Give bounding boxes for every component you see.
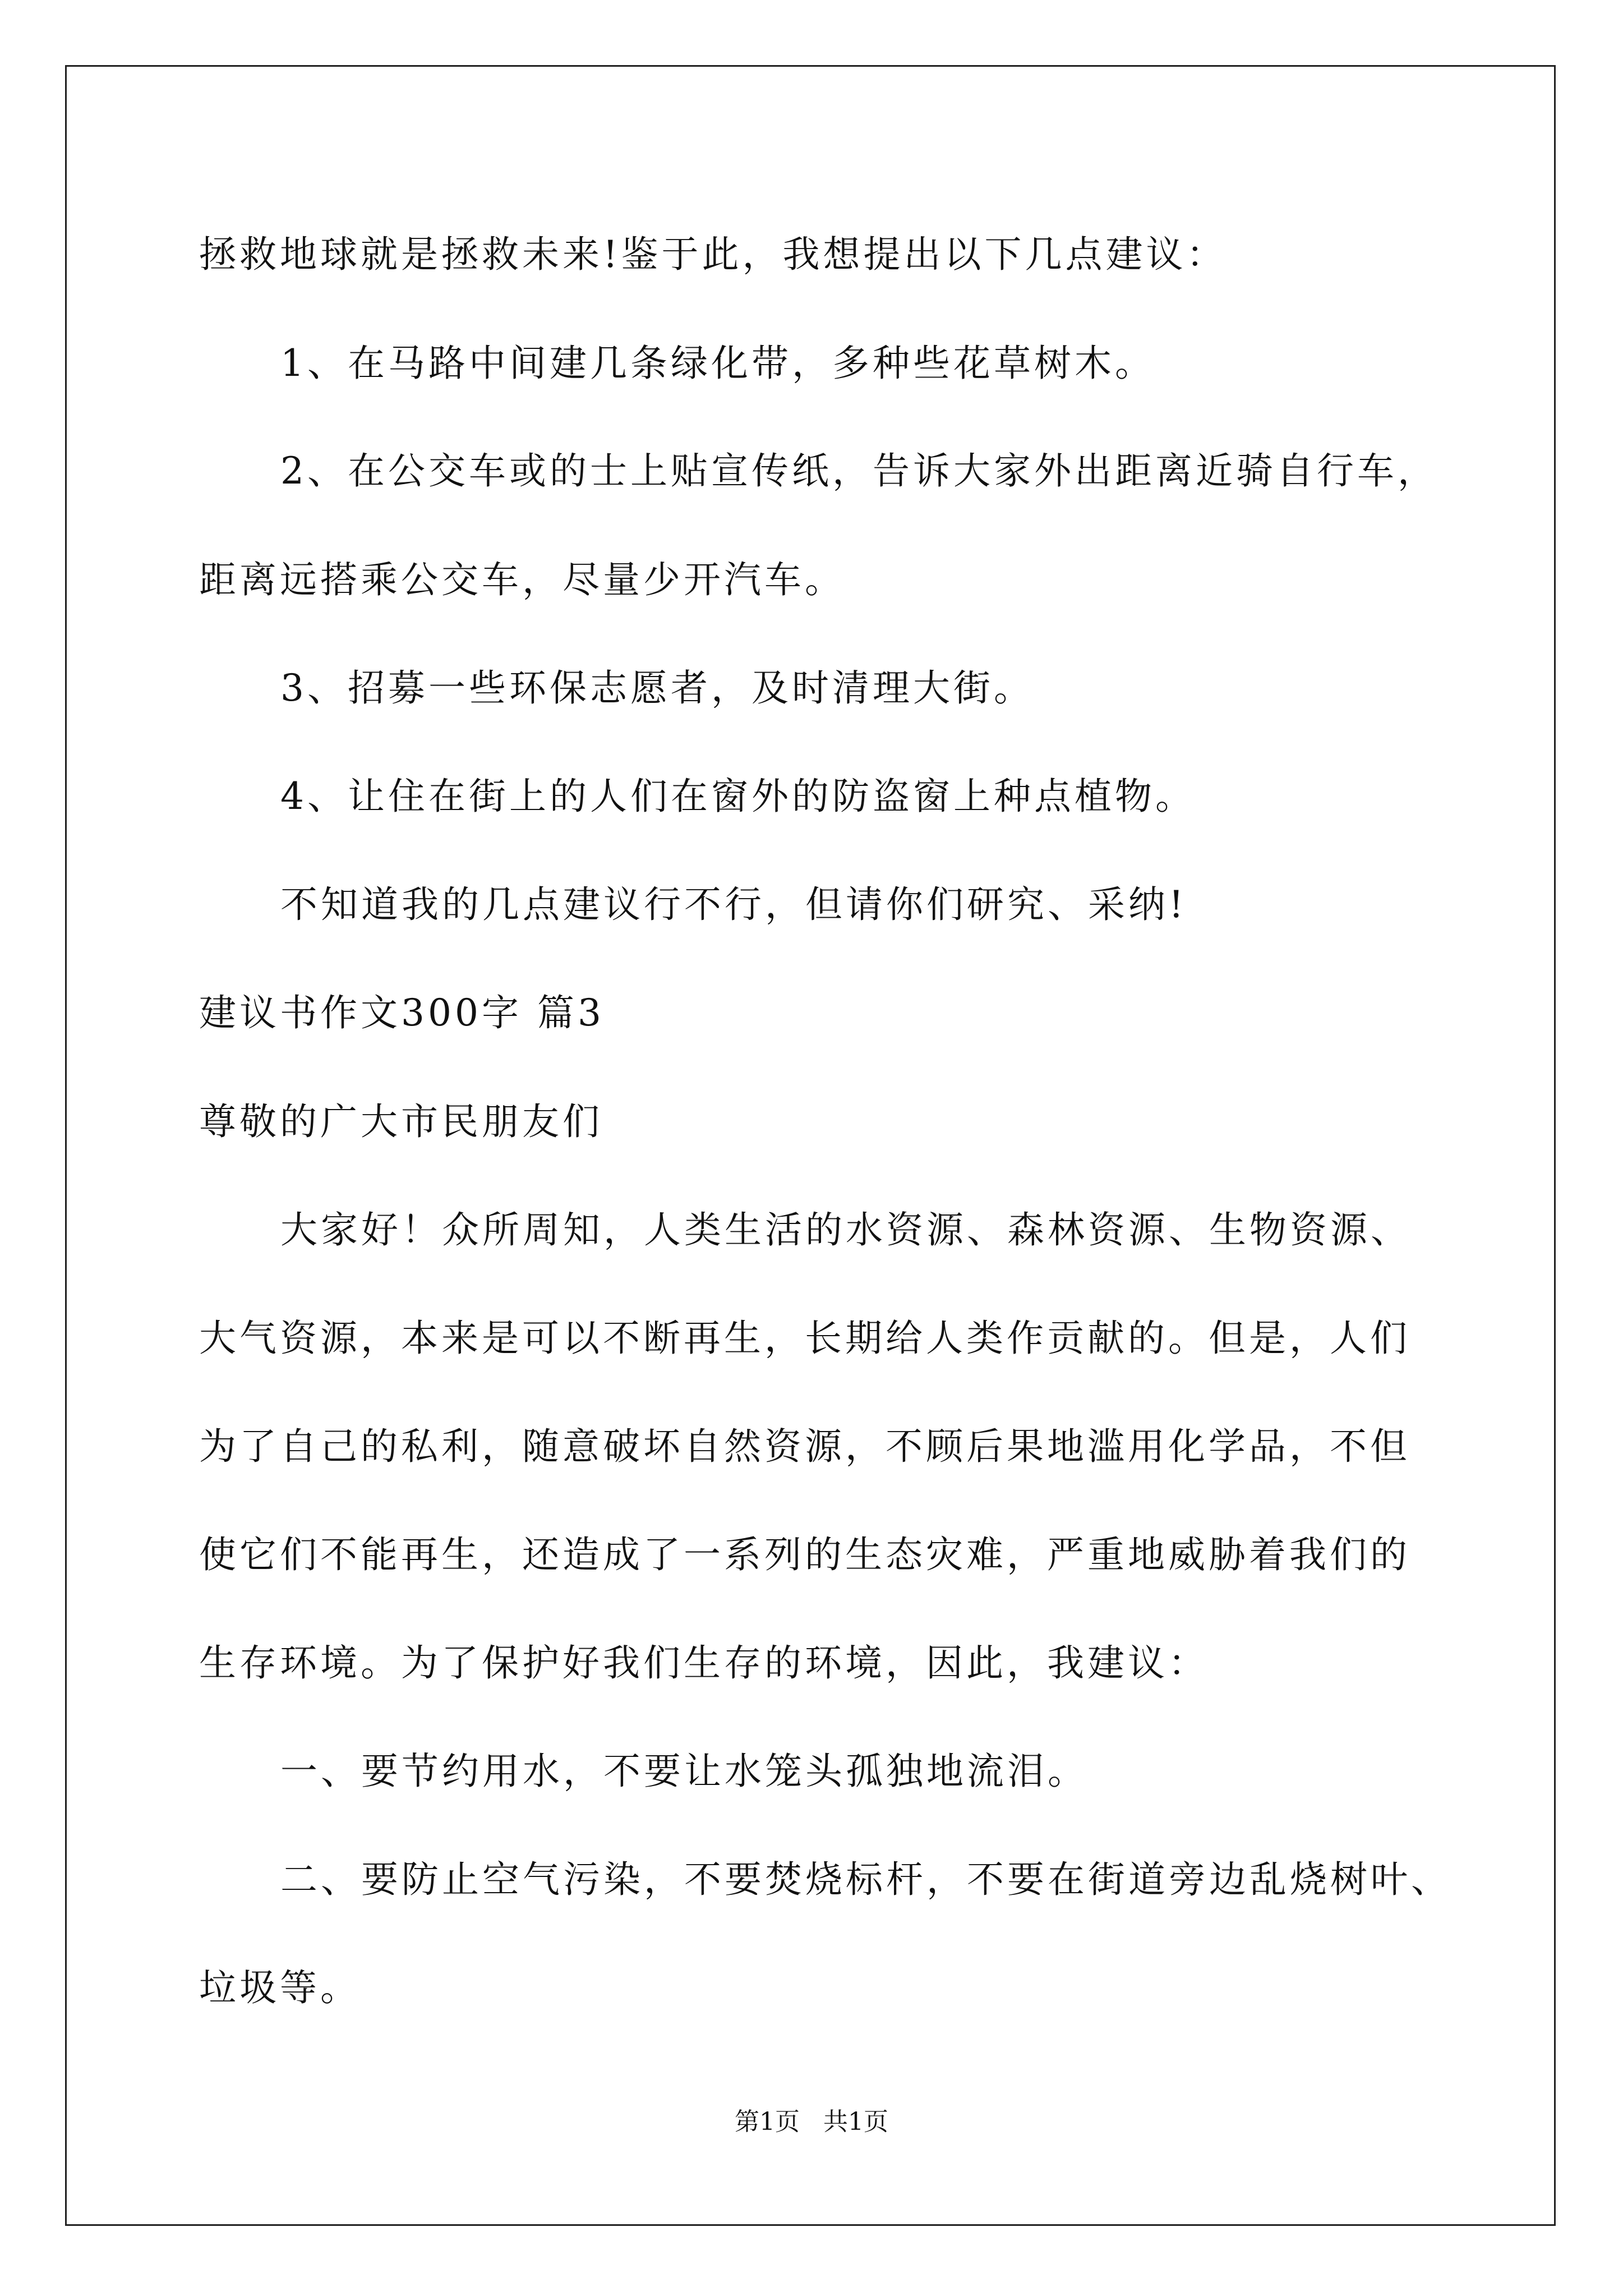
text-line: 一、要节约用水，不要让水笼头孤独地流泪。 xyxy=(280,1750,1088,1793)
salutation: 尊敬的广大市民朋友们 xyxy=(199,1100,603,1143)
text-line: 大气资源，本来是可以不断再生，长期给人类作贡献的。但是，人们 xyxy=(199,1317,1410,1360)
text-line: 为了自己的私利，随意破坏自然资源，不顾后果地滥用化学品，不但 xyxy=(199,1425,1410,1468)
text-line: 2、在公交车或的士上贴宣传纸，告诉大家外出距离近骑自行车， xyxy=(280,449,1438,493)
text-line: 生存环境。为了保护好我们生存的环境，因此，我建议： xyxy=(199,1641,1209,1685)
section-heading: 建议书作文300字 篇3 xyxy=(199,991,605,1034)
text-line: 二、要防止空气污染，不要焚烧标杆，不要在街道旁边乱烧树叶、 xyxy=(280,1858,1451,1901)
text-line: 1、在马路中间建几条绿化带，多种些花草树木。 xyxy=(280,342,1155,385)
text-line: 距离远搭乘公交车，尽量少开汽车。 xyxy=(199,558,845,601)
text-line: 垃圾等。 xyxy=(199,1966,361,2009)
text-line: 3、招募一些环保志愿者，及时清理大街。 xyxy=(280,666,1034,710)
text-line: 不知道我的几点建议行不行，但请你们研究、采纳! xyxy=(280,883,1187,926)
text-line: 拯救地球就是拯救未来!鉴于此，我想提出以下几点建议： xyxy=(199,233,1227,276)
text-line: 使它们不能再生，还造成了一系列的生态灾难，严重地威胁着我们的 xyxy=(199,1533,1410,1576)
page-footer: 第1页 共1页 xyxy=(735,2108,888,2136)
text-line: 大家好！众所周知，人类生活的水资源、森林资源、生物资源、 xyxy=(280,1208,1411,1251)
text-line: 4、让住在街上的人们在窗外的防盗窗上种点植物。 xyxy=(280,775,1196,818)
